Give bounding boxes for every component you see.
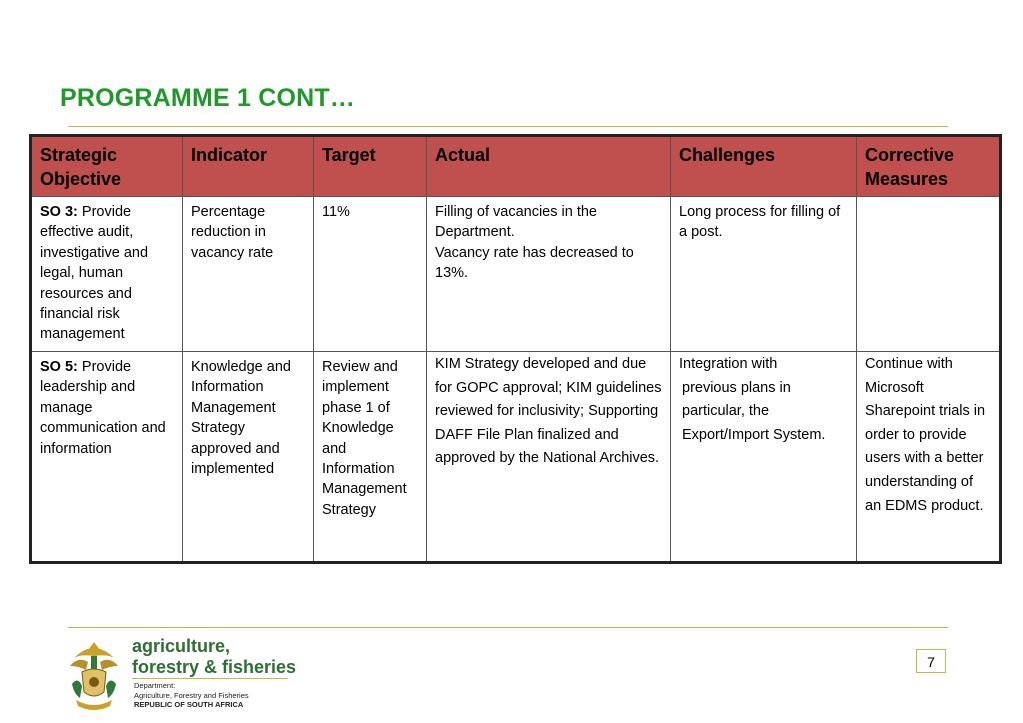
header-target: Target (314, 136, 427, 197)
brand-wordmark (132, 636, 296, 678)
brand-divider (132, 678, 288, 679)
cell-target: Review and implement phase 1 of Knowledge and Information Management Strategy (314, 352, 427, 563)
brand-line: agriculture, (132, 636, 231, 656)
cell-objective (31, 197, 183, 352)
brand-line: forestry & fisheries (132, 657, 297, 677)
table-header-row (31, 136, 1001, 197)
actual-line: Filling of vacancies in the Department. (435, 204, 597, 241)
table-row (31, 197, 1001, 352)
challenges-rest: previous plans in particular, the Export/Import System. (682, 379, 826, 443)
header-challenges: Challenges (671, 136, 857, 197)
cell-challenges: Long process for filling of a post. (671, 197, 857, 352)
coat-of-arms-icon (64, 636, 124, 712)
dept-country: REPUBLIC OF SOUTH AFRICA (134, 700, 244, 709)
cell-indicator: Percentage reduction in vacancy rate (183, 197, 314, 352)
dept-line: Agriculture, Forestry and Fisheries (134, 690, 249, 700)
bottom-divider (68, 627, 948, 628)
slide-title: PROGRAMME 1 CONT… (60, 84, 356, 112)
cell-actual (427, 197, 671, 352)
header-indicator: Indicator (183, 136, 314, 197)
department-label (134, 681, 249, 710)
top-divider (68, 126, 948, 127)
header-corrective-measures: Corrective Measures (857, 136, 1001, 197)
cell-objective (31, 352, 183, 563)
cell-indicator: Knowledge and Information Management Strategy approved and implemented (183, 352, 314, 563)
header-actual: Actual (427, 136, 671, 197)
actual-line: Vacancy rate has decreased to 13%. (435, 244, 634, 282)
objective-code: SO 3: (40, 204, 78, 220)
dept-line: Department: (134, 681, 176, 690)
objective-code: SO 5: (40, 359, 78, 375)
objective-text: Provide effective audit, investigative and legal, human resources and financial risk management (40, 204, 149, 343)
objective-text: Provide leadership and manage communication and information (40, 359, 166, 457)
table-row (31, 352, 1001, 563)
challenges-first-line: Integration with (679, 356, 778, 372)
header-strategic-objective: Strategic Objective (31, 136, 183, 197)
cell-corrective (857, 197, 1001, 352)
page-number: 7 (916, 649, 946, 673)
cell-actual: KIM Strategy developed and due for GOPC approval; KIM guidelines reviewed for inclusivity; Supporting DAFF File Plan finalized and approved by the National Archives. (427, 352, 671, 563)
cell-target: 11% (314, 197, 427, 352)
cell-corrective: Continue with Microsoft Sharepoint trials in order to provide users with a better understanding of an EDMS product. (857, 352, 1001, 563)
cell-challenges (671, 352, 857, 563)
programme-table (29, 134, 1002, 564)
